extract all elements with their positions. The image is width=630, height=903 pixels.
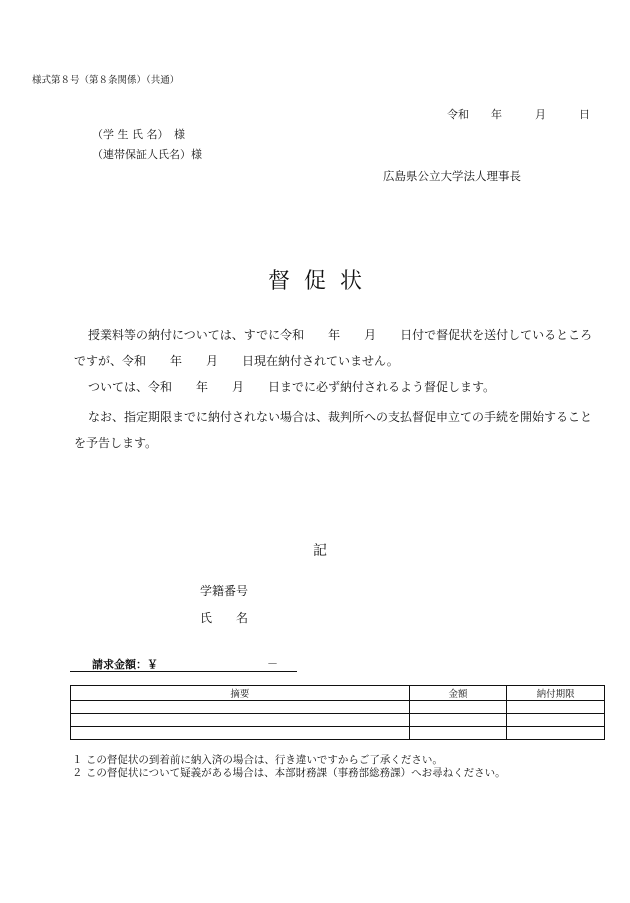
date-line: 令和 年 月 日: [447, 108, 590, 121]
body-paragraph-3: なお、指定期限までに納付されない場合は、裁判所への支払督促申立ての手続を開始することを予告します。: [74, 410, 593, 450]
table-cell: [507, 714, 605, 727]
document-title: 督促状: [267, 269, 376, 294]
header-amount: 金額: [409, 686, 507, 701]
student-addressee: （学 生 氏 名） 様: [92, 128, 185, 141]
name-label: 氏 名: [200, 611, 249, 625]
ki-heading: 記: [313, 543, 327, 559]
notes: [72, 754, 567, 780]
student-number-label: 学籍番号: [200, 584, 249, 598]
form-number: 様式第８号（第８条関係）（共通）: [32, 75, 180, 86]
table-cell: [409, 701, 507, 714]
table-row: [71, 701, 605, 714]
body-paragraph-2: ついては、令和 年 月 日までに必ず納付されるよう督促します。: [88, 380, 496, 394]
note-2: ２ この督促状について疑義がある場合は、本部財務課（事務部総務課）へお尋ねください。: [72, 767, 506, 779]
billing-amount-label: 請求金額：￥: [92, 658, 158, 671]
fee-table: [70, 685, 605, 740]
header-description: 摘要: [71, 686, 410, 701]
table-cell: [409, 727, 507, 740]
table-cell: [71, 701, 410, 714]
table-cell: [71, 727, 410, 740]
table-cell: [507, 727, 605, 740]
issuer: 広島県公立大学法人理事長: [383, 169, 521, 183]
body-paragraph-1: 授業料等の納付については、すでに令和 年 月 日付で督促状を送付しているところですが、令和 年 月 日現在納付されていません。: [74, 328, 593, 368]
table-cell: [71, 714, 410, 727]
table-cell: [409, 714, 507, 727]
guarantor-addressee: （連帯保証人氏名）様: [92, 148, 202, 161]
header-due-date: 納付期限: [507, 686, 605, 701]
table-cell: [507, 701, 605, 714]
table-row: [71, 714, 605, 727]
note-1: １ この督促状の到着前に納入済の場合は、行き違いですからご了承ください。: [72, 754, 443, 766]
table-row: [71, 727, 605, 740]
body-text: [74, 322, 594, 456]
billing-amount: [70, 656, 297, 672]
billing-amount-dash: －: [267, 657, 278, 670]
table-header-row: [71, 686, 605, 701]
